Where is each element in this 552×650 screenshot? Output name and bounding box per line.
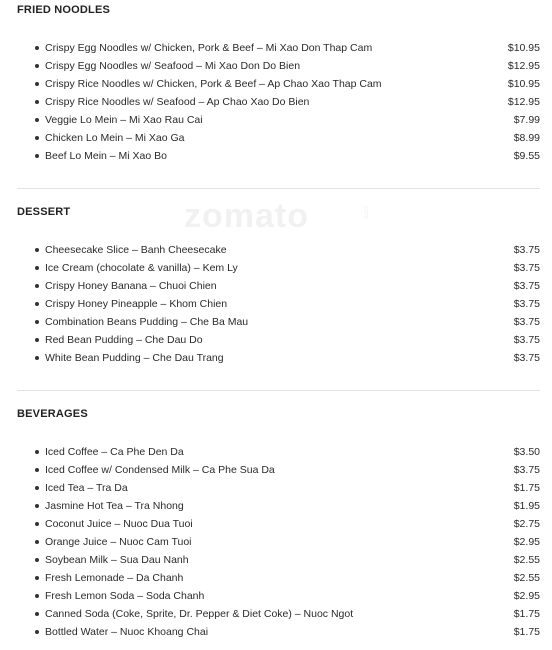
menu-item — [0, 587, 552, 605]
item-name: Crispy Rice Noodles w/ Chicken, Pork & Beef – Ap Chao Xao Thap Cam — [45, 78, 382, 90]
menu-item — [0, 533, 552, 551]
item-price: $1.75 — [513, 626, 540, 638]
bullet-icon — [35, 46, 39, 50]
menu-item — [0, 479, 552, 497]
menu-item — [0, 461, 552, 479]
section-title: DESSERT — [17, 206, 71, 218]
bullet-icon — [35, 284, 39, 288]
item-name: White Bean Pudding – Che Dau Trang — [45, 352, 224, 364]
item-name: Cheesecake Slice – Banh Cheesecake — [45, 244, 227, 256]
bullet-icon — [35, 612, 39, 616]
item-name: Canned Soda (Coke, Sprite, Dr. Pepper & Diet Coke) – Nuoc Ngot — [45, 608, 354, 620]
bullet-icon — [35, 356, 39, 360]
item-price: $9.55 — [513, 150, 540, 162]
item-price: $12.95 — [507, 60, 540, 72]
menu-item — [0, 111, 552, 129]
item-name: Red Bean Pudding – Che Dau Do — [45, 334, 203, 346]
bullet-icon — [35, 302, 39, 306]
item-name: Crispy Honey Pineapple – Khom Chien — [45, 298, 228, 310]
item-name: Ice Cream (chocolate & vanilla) – Kem Ly — [45, 262, 238, 274]
bullet-icon — [35, 248, 39, 252]
menu-item — [0, 277, 552, 295]
menu-item — [0, 443, 552, 461]
menu-item — [0, 497, 552, 515]
item-price: $1.75 — [513, 608, 540, 620]
item-price: $10.95 — [507, 78, 540, 90]
item-name: Soybean Milk – Sua Dau Nanh — [45, 554, 189, 566]
item-price: $1.75 — [513, 482, 540, 494]
bullet-icon — [35, 320, 39, 324]
menu-item — [0, 331, 552, 349]
item-price: $12.95 — [507, 96, 540, 108]
bullet-icon — [35, 504, 39, 508]
item-name: Crispy Egg Noodles w/ Chicken, Pork & Beef – Mi Xao Don Thap Cam — [45, 42, 373, 54]
item-name: Iced Coffee – Ca Phe Den Da — [45, 446, 184, 458]
menu-item — [0, 569, 552, 587]
menu-item — [0, 57, 552, 75]
item-price: $3.75 — [513, 316, 540, 328]
item-price: $3.75 — [513, 352, 540, 364]
item-price: $2.95 — [513, 590, 540, 602]
menu-item — [0, 551, 552, 569]
item-price: $2.75 — [513, 518, 540, 530]
item-price: $3.75 — [513, 262, 540, 274]
bullet-icon — [35, 154, 39, 158]
item-price: $3.75 — [513, 298, 540, 310]
item-price: $8.99 — [513, 132, 540, 144]
bullet-icon — [35, 576, 39, 580]
menu-item — [0, 75, 552, 93]
menu-item — [0, 93, 552, 111]
item-price: $1.95 — [513, 500, 540, 512]
item-name: Fresh Lemonade – Da Chanh — [45, 572, 184, 584]
item-name: Crispy Rice Noodles w/ Seafood – Ap Chao Xao Do Bien — [45, 96, 310, 108]
item-name: Iced Tea – Tra Da — [45, 482, 128, 494]
item-name: Beef Lo Mein – Mi Xao Bo — [45, 150, 167, 162]
menu-item — [0, 349, 552, 367]
bullet-icon — [35, 522, 39, 526]
bullet-icon — [35, 100, 39, 104]
menu-item — [0, 515, 552, 533]
menu-item — [0, 147, 552, 165]
bullet-icon — [35, 486, 39, 490]
menu-item — [0, 313, 552, 331]
item-price: $3.75 — [513, 244, 540, 256]
menu-item — [0, 259, 552, 277]
item-price: $2.55 — [513, 572, 540, 584]
item-name: Crispy Egg Noodles w/ Seafood – Mi Xao Don Do Bien — [45, 60, 301, 72]
bullet-icon — [35, 594, 39, 598]
bullet-icon — [35, 558, 39, 562]
menu-item — [0, 241, 552, 259]
section-divider — [17, 390, 540, 391]
section-title: FRIED NOODLES — [17, 4, 111, 16]
menu-item — [0, 39, 552, 57]
menu-item — [0, 129, 552, 147]
item-name: Chicken Lo Mein – Mi Xao Ga — [45, 132, 185, 144]
menu-item — [0, 295, 552, 313]
item-price: $3.75 — [513, 280, 540, 292]
item-name: Combination Beans Pudding – Che Ba Mau — [45, 316, 249, 328]
section-title: BEVERAGES — [17, 408, 88, 420]
bullet-icon — [35, 136, 39, 140]
item-price: $3.50 — [513, 446, 540, 458]
bullet-icon — [35, 64, 39, 68]
item-name: Bottled Water – Nuoc Khoang Chai — [45, 626, 209, 638]
menu-item — [0, 605, 552, 623]
item-name: Veggie Lo Mein – Mi Xao Rau Cai — [45, 114, 203, 126]
item-price: $3.75 — [513, 464, 540, 476]
bullet-icon — [35, 338, 39, 342]
bullet-icon — [35, 266, 39, 270]
item-name: Orange Juice – Nuoc Cam Tuoi — [45, 536, 192, 548]
bullet-icon — [35, 82, 39, 86]
item-price: $2.55 — [513, 554, 540, 566]
item-name: Fresh Lemon Soda – Soda Chanh — [45, 590, 205, 602]
section-divider — [17, 188, 540, 189]
item-name: Crispy Honey Banana – Chuoi Chien — [45, 280, 217, 292]
zomato-watermark: zomato — [184, 197, 309, 235]
menu-item — [0, 623, 552, 641]
bullet-icon — [35, 540, 39, 544]
bullet-icon — [35, 468, 39, 472]
item-price: $2.95 — [513, 536, 540, 548]
item-price: $10.95 — [507, 42, 540, 54]
bullet-icon — [35, 450, 39, 454]
bullet-icon — [35, 118, 39, 122]
item-name: Jasmine Hot Tea – Tra Nhong — [45, 500, 184, 512]
item-name: Coconut Juice – Nuoc Dua Tuoi — [45, 518, 193, 530]
item-price: $3.75 — [513, 334, 540, 346]
zomato-watermark-suffix: .com — [362, 204, 369, 220]
item-name: Iced Coffee w/ Condensed Milk – Ca Phe Sua Da — [45, 464, 275, 476]
item-price: $7.99 — [513, 114, 540, 126]
bullet-icon — [35, 630, 39, 634]
